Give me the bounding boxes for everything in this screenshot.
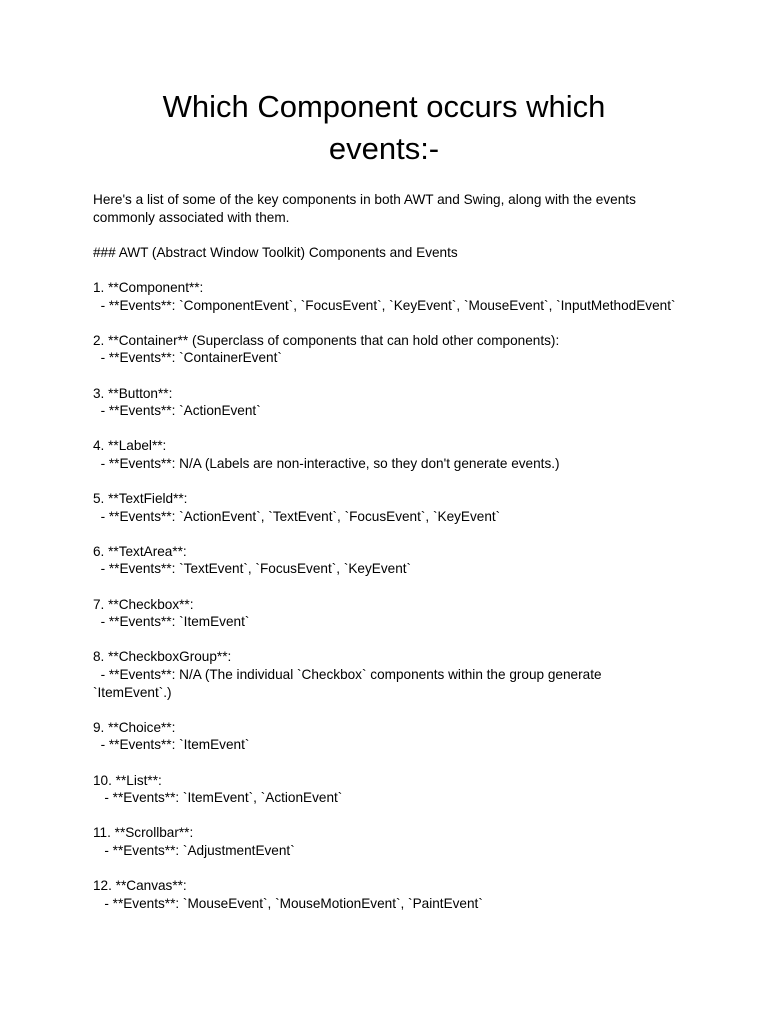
component-events: - **Events**: N/A (The individual `Checkbox` components within the group generate `ItemEvent`.) <box>93 667 606 700</box>
list-item <box>93 772 683 807</box>
component-events: - **Events**: `AdjustmentEvent` <box>93 842 295 858</box>
component-name: 9. **Choice**: <box>93 719 176 735</box>
component-name: 12. **Canvas**: <box>93 878 187 894</box>
component-name: 4. **Label**: <box>93 438 167 454</box>
component-events: - **Events**: `ActionEvent`, `TextEvent`, `FocusEvent`, `KeyEvent` <box>93 508 501 524</box>
section-heading: ### AWT (Abstract Window Toolkit) Components and Events <box>93 244 458 260</box>
list-item <box>93 824 683 859</box>
component-name: 11. **Scrollbar**: <box>93 825 194 841</box>
component-name: 7. **Checkbox**: <box>93 596 194 612</box>
component-events: - **Events**: `TextEvent`, `FocusEvent`, `KeyEvent` <box>93 561 412 577</box>
component-name: 3. **Button**: <box>93 385 173 401</box>
title-line-2: events:- <box>328 131 440 166</box>
component-events: - **Events**: `ItemEvent` <box>93 737 250 753</box>
component-events: - **Events**: N/A (Labels are non-interactive, so they don't generate events.) <box>93 455 560 471</box>
component-name: 6. **TextArea**: <box>93 543 187 559</box>
list-item <box>93 543 683 578</box>
component-events: - **Events**: `ComponentEvent`, `FocusEvent`, `KeyEvent`, `MouseEvent`, `InputMethodEvent` <box>93 297 676 313</box>
component-name: 8. **CheckboxGroup**: <box>93 649 232 665</box>
intro-paragraph: Here's a list of some of the key components in both AWT and Swing, along with the events commonly associated with them. <box>93 192 636 225</box>
list-item <box>93 877 683 912</box>
document-title <box>84 86 684 170</box>
component-name: 5. **TextField**: <box>93 491 188 507</box>
list-item <box>93 490 683 525</box>
list-item <box>93 596 683 631</box>
component-events: - **Events**: `ItemEvent`, `ActionEvent` <box>93 790 343 806</box>
component-events: - **Events**: `ContainerEvent` <box>93 350 282 366</box>
list-item <box>93 385 683 420</box>
list-item <box>93 648 683 701</box>
list-item <box>93 279 683 314</box>
title-line-1: Which Component occurs which <box>162 89 606 124</box>
document-body <box>93 191 683 930</box>
component-name: 2. **Container** (Superclass of components that can hold other components): <box>93 332 560 348</box>
component-name: 10. **List**: <box>93 772 162 788</box>
list-item <box>93 437 683 472</box>
component-list <box>93 279 683 912</box>
list-item <box>93 332 683 367</box>
list-item <box>93 719 683 754</box>
component-events: - **Events**: `ActionEvent` <box>93 403 261 419</box>
component-events: - **Events**: `MouseEvent`, `MouseMotionEvent`, `PaintEvent` <box>93 895 483 911</box>
component-events: - **Events**: `ItemEvent` <box>93 614 250 630</box>
component-name: 1. **Component**: <box>93 279 204 295</box>
